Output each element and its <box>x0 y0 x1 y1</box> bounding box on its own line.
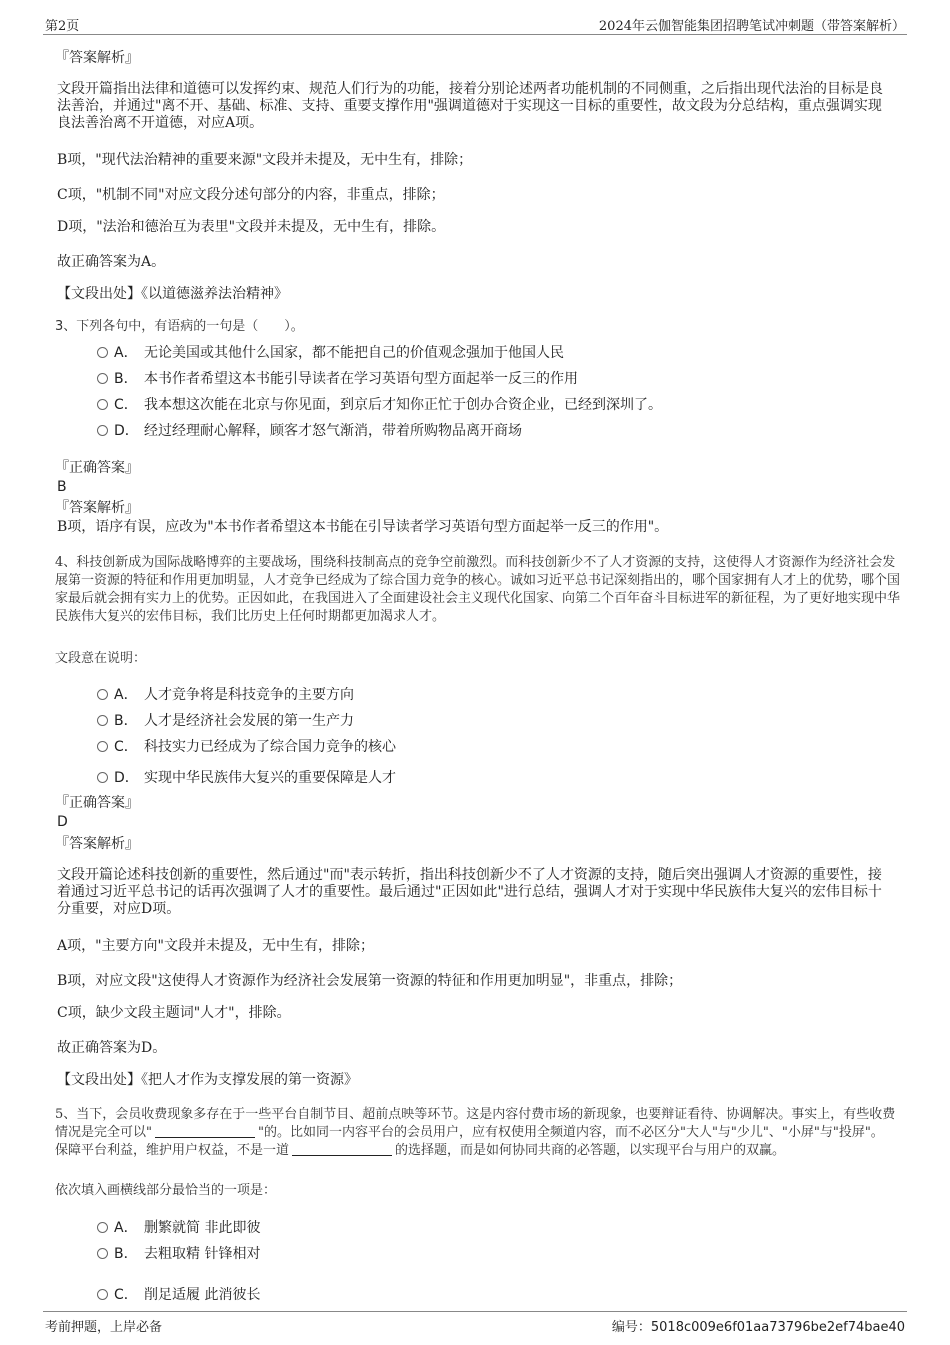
analysis-option-a: A项，"主要方向"文段并未提及，无中生有，排除； <box>57 938 374 954</box>
passage-source: 【文段出处】《以道德滋养法治精神》 <box>57 286 288 302</box>
analysis-option-d: D项，"法治和德治互为表里"文段并未提及，无中生有，排除。 <box>57 219 446 235</box>
correct-answer-title: 『正确答案』 <box>55 460 139 476</box>
analysis-title: 『答案解析』 <box>55 50 139 66</box>
document-title: 2024年云伽智能集团招聘笔试冲刺题（带答案解析） <box>598 19 905 34</box>
analysis-text: B项，语序有误，应改为"本书作者希望这本书能在引导读者学习英语句型方面起举一反三的作用"。 <box>57 519 669 535</box>
analysis-text: 文段开篇指出法律和道德可以发挥约束、规范人们行为的功能，接着分别论述两者功能机制的不同侧重，之后指出现代法治的目标是良法善治，并通过"离不开、基础、标准、支持、重要支撑作用"强调道德对于实现这一目标的重要性，故文段为分总结构，重点强调实现良法善治离不开道德，对应A项。 <box>57 81 883 131</box>
radio-icon[interactable] <box>97 399 108 410</box>
question-4-option-b[interactable]: B． 人才是经济社会发展的第一生产力 <box>97 710 354 730</box>
question-4-stem: 4、科技创新成为国际战略博弈的主要战场，围绕科技制高点的竞争空前激烈。而科技创新少不了人才资源的支持，这使得人才资源作为经济社会发展第一资源的特征和作用更加明显，人才竞争已经成为了综合国力竞争的核心。诚如习近平总书记深刻指出的，哪个国家拥有人才上的优势，哪个国家最后就会拥有实力上的优势。正因如此，在我国进入了全面建设社会主义现代化国家、向第二个百年奋斗目标进军的新征程，为了更好地实现中华民族伟大复兴的宏伟目标，我们比历史上任何时期都更加渴求人才。 <box>55 555 901 624</box>
fill-blank-1 <box>155 1124 255 1138</box>
analysis-title: 『答案解析』 <box>55 500 139 516</box>
question-3-option-d[interactable]: D． 经过经理耐心解释，顾客才怒气渐消，带着所购物品离开商场 <box>97 420 522 440</box>
correct-answer: B <box>57 479 67 495</box>
radio-icon[interactable] <box>97 1289 108 1300</box>
page-header <box>43 12 907 35</box>
page-number: 第2页 <box>45 19 80 34</box>
question-3-option-b[interactable]: B． 本书作者希望这本书能引导读者在学习英语句型方面起举一反三的作用 <box>97 368 578 388</box>
fill-blank-2 <box>292 1142 392 1156</box>
question-4-option-a[interactable]: A． 人才竞争将是科技竞争的主要方向 <box>97 684 354 704</box>
question-5-prompt: 依次填入画横线部分最恰当的一项是： <box>55 1183 277 1198</box>
analysis-conclusion: 故正确答案为A。 <box>57 254 166 270</box>
analysis-option-c: C项，"机制不同"对应文段分述句部分的内容，非重点，排除； <box>57 187 445 203</box>
passage-source: 【文段出处】《把人才作为支撑发展的第一资源》 <box>57 1072 358 1088</box>
radio-icon[interactable] <box>97 741 108 752</box>
correct-answer: D <box>57 814 68 830</box>
question-4-prompt: 文段意在说明： <box>55 651 147 666</box>
question-4-option-c[interactable]: C． 科技实力已经成为了综合国力竞争的核心 <box>97 736 396 756</box>
radio-icon[interactable] <box>97 1222 108 1233</box>
radio-icon[interactable] <box>97 373 108 384</box>
radio-icon[interactable] <box>97 425 108 436</box>
question-4-option-d[interactable]: D． 实现中华民族伟大复兴的重要保障是人才 <box>97 767 396 787</box>
page-footer <box>43 1311 907 1334</box>
radio-icon[interactable] <box>97 772 108 783</box>
analysis-title: 『答案解析』 <box>55 836 139 852</box>
question-5-option-b[interactable]: B． 去粗取精 针锋相对 <box>97 1243 260 1263</box>
correct-answer-title: 『正确答案』 <box>55 795 139 811</box>
question-5-option-a[interactable]: A． 删繁就简 非此即彼 <box>97 1217 260 1237</box>
question-5-option-c[interactable]: C． 削足适履 此消彼长 <box>97 1284 260 1304</box>
question-3-stem: 3、下列各句中，有语病的一句是（ ）。 <box>55 319 304 334</box>
analysis-option-b: B项，对应文段"这使得人才资源作为经济社会发展第一资源的特征和作用更加明显"，非重点，排除； <box>57 973 683 989</box>
radio-icon[interactable] <box>97 689 108 700</box>
footer-slogan: 考前押题，上岸必备 <box>45 1320 163 1335</box>
analysis-conclusion: 故正确答案为D。 <box>57 1040 167 1056</box>
analysis-text: 文段开篇论述科技创新的重要性，然后通过"而"表示转折，指出科技创新少不了人才资源的支持，随后突出强调人才资源的重要性，接着通过习近平总书记的话再次强调了人才的重要性。最后通过"正因如此"进行总结，强调人才对于实现中华民族伟大复兴的宏伟目标十分重要，对应D项。 <box>57 867 882 917</box>
radio-icon[interactable] <box>97 347 108 358</box>
radio-icon[interactable] <box>97 715 108 726</box>
radio-icon[interactable] <box>97 1248 108 1259</box>
document-code: 编号：5018c009e6f01aa73796be2ef74bae40 <box>611 1320 905 1335</box>
analysis-option-c: C项，缺少文段主题词"人才"，排除。 <box>57 1005 291 1021</box>
question-3-option-a[interactable]: A． 无论美国或其他什么国家，都不能把自己的价值观念强加于他国人民 <box>97 342 564 362</box>
question-5-stem: 5、当下，会员收费现象多存在于一些平台自制节目、超前点映等环节。这是内容付费市场的新现象，也要辩证看待、协调解决。事实上，有些收费情况是完全可以" "的。比如同一内容平台的会员用户，应有权使用全频道内容，而不必区分"大人"与"少儿"、"小屏"与"投屏"。 保障平台利益，维护用户权益，不是一道 的选择题，而是如何协同共商的必答题，以实现平台与用户的双赢。 <box>55 1107 896 1158</box>
analysis-option-b: B项，"现代法治精神的重要来源"文段并未提及，无中生有，排除； <box>57 152 473 168</box>
question-3-option-c[interactable]: C． 我本想这次能在北京与你见面，到京后才知你正忙于创办合资企业，已经到深圳了。 <box>97 394 662 414</box>
